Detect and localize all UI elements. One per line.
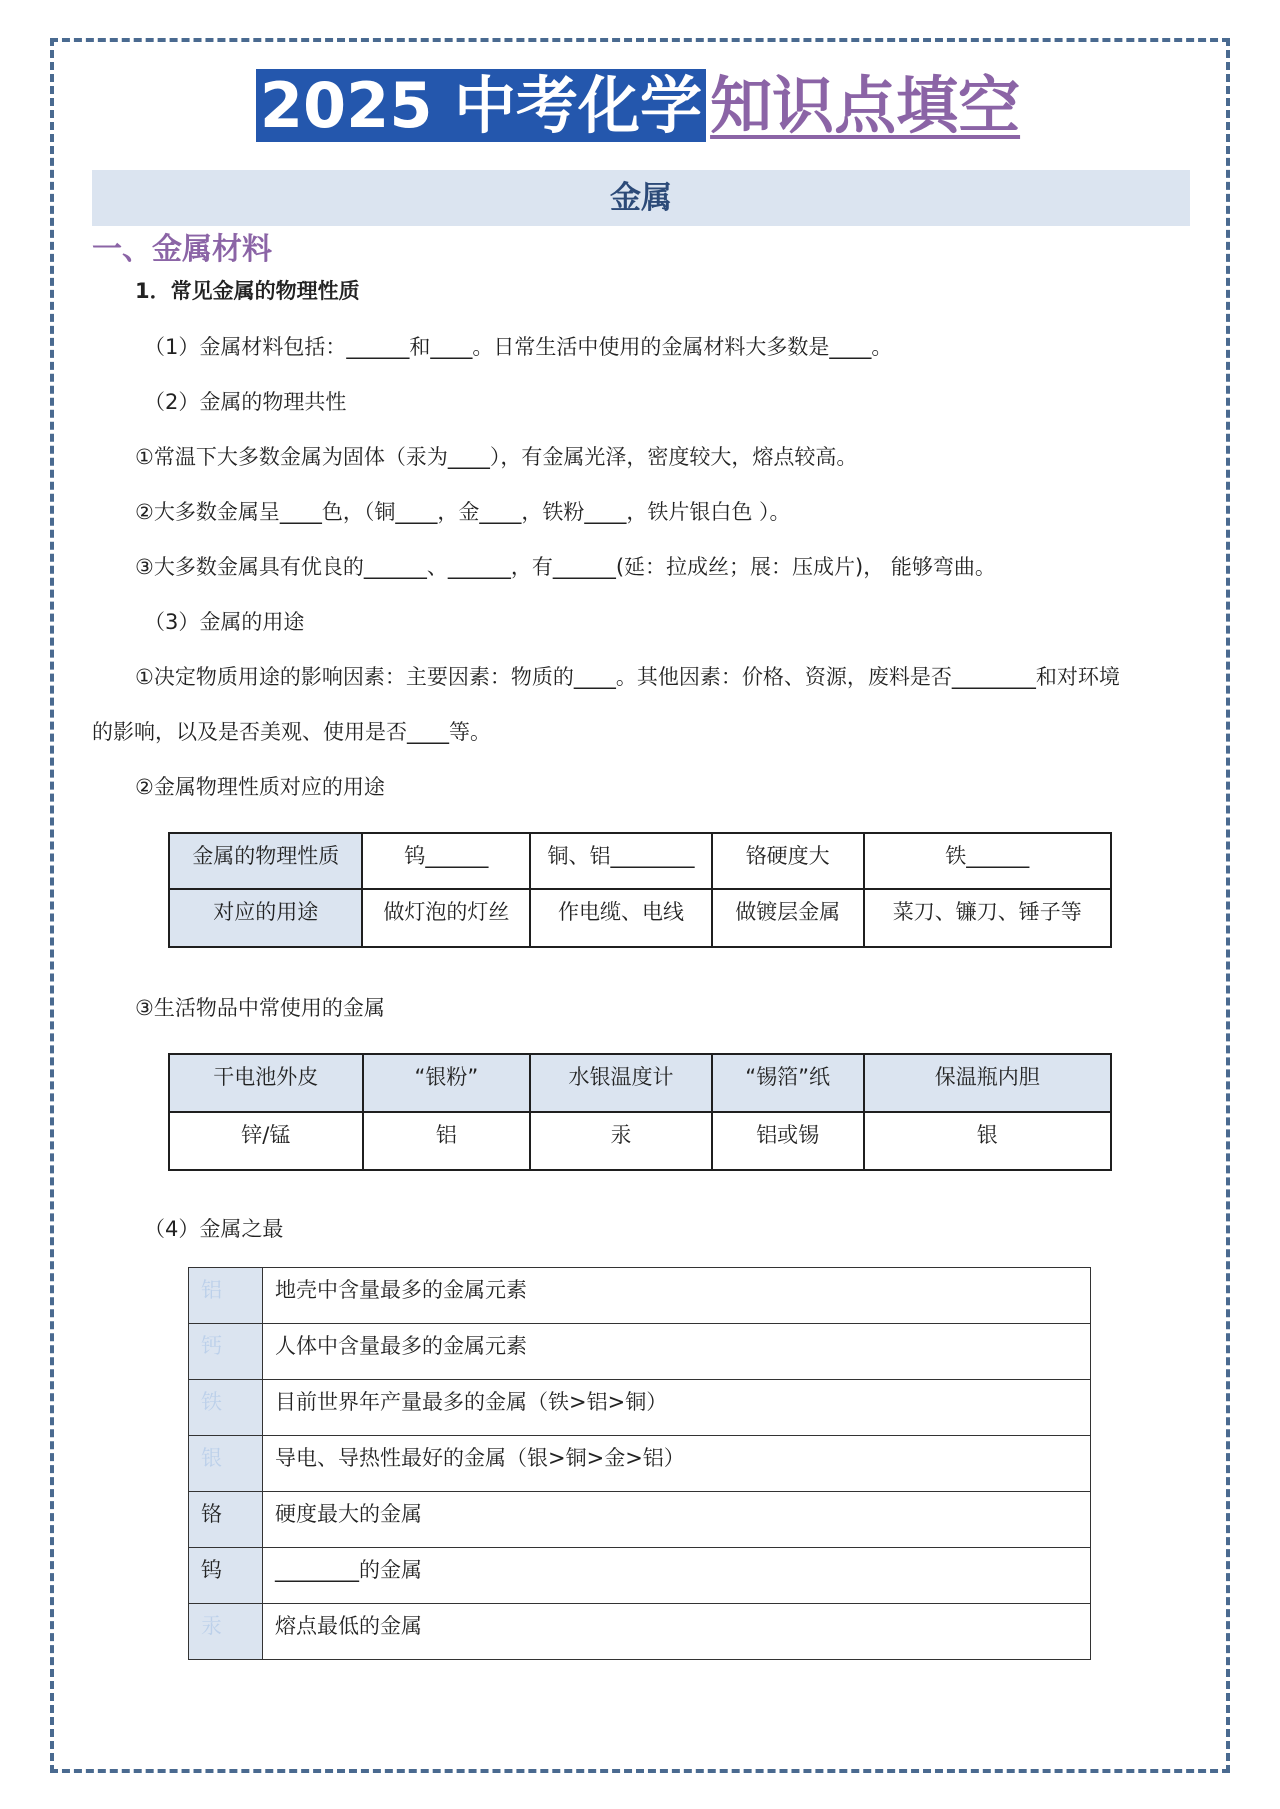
table-cell: 水银温度计	[530, 1054, 712, 1112]
page-title	[0, 58, 1280, 154]
topic-band: 金属	[92, 170, 1190, 226]
title-part1: 2025 中考化学	[256, 69, 706, 142]
metal-superlatives-table	[188, 1267, 1091, 1660]
table-row	[169, 889, 1111, 947]
metal-name: 钨	[189, 1548, 263, 1604]
table-cell: 钨______	[362, 833, 530, 889]
metal-description: 硬度最大的金属	[263, 1492, 1091, 1548]
table-row	[189, 1380, 1091, 1436]
table-row	[169, 1054, 1111, 1112]
metal-description: 熔点最低的金属	[263, 1604, 1091, 1660]
metal-name: 铁	[189, 1380, 263, 1436]
title-part2: 知识点填空	[710, 69, 1021, 142]
everyday-metals-table	[168, 1053, 1112, 1171]
table-cell: 铝	[363, 1112, 531, 1170]
metal-name: 铝	[189, 1268, 263, 1324]
table-cell: 金属的物理性质	[169, 833, 362, 889]
table-cell: 银	[864, 1112, 1111, 1170]
text-line: （2）金属的物理共性	[144, 390, 347, 414]
table-row	[169, 833, 1111, 889]
metal-description: 目前世界年产量最多的金属（铁>铝>铜）	[263, 1380, 1091, 1436]
table-cell: 铁______	[864, 833, 1112, 889]
text-line: （1）金属材料包括：______和____。日常生活中使用的金属材料大多数是____。	[144, 335, 893, 359]
text-line: ③生活物品中常使用的金属	[135, 996, 385, 1020]
text-line: ②大多数金属呈____色，（铜____，金____，铁粉____，铁片银白色 ）。	[135, 500, 791, 524]
subsection-heading: 1．常见金属的物理性质	[135, 279, 360, 303]
table-cell: 汞	[530, 1112, 712, 1170]
table-cell: 作电缆、电线	[530, 889, 712, 947]
table-row	[189, 1604, 1091, 1660]
table-cell: 铜、铝________	[530, 833, 712, 889]
metal-name: 钙	[189, 1324, 263, 1380]
table-cell: 铝或锡	[712, 1112, 864, 1170]
metal-name: 银	[189, 1436, 263, 1492]
text-line: （4）金属之最	[144, 1217, 284, 1241]
table-cell: 干电池外皮	[169, 1054, 363, 1112]
metal-description: ________的金属	[263, 1548, 1091, 1604]
table-cell: “银粉”	[363, 1054, 531, 1112]
metal-name: 汞	[189, 1604, 263, 1660]
text-line: ③大多数金属具有优良的______、______，有______(延：拉成丝；展：压成片)， 能够弯曲。	[135, 555, 996, 579]
table-cell: 做镀层金属	[712, 889, 864, 947]
properties-table	[168, 832, 1112, 948]
metal-description: 导电、导热性最好的金属（银>铜>金>铝）	[263, 1436, 1091, 1492]
text-line: ②金属物理性质对应的用途	[135, 775, 385, 799]
table-row	[189, 1492, 1091, 1548]
metal-name: 铬	[189, 1492, 263, 1548]
table-row	[189, 1548, 1091, 1604]
text-line: 的影响，以及是否美观、使用是否____等。	[92, 720, 491, 744]
table-row	[189, 1268, 1091, 1324]
metal-description: 人体中含量最多的金属元素	[263, 1324, 1091, 1380]
table-row	[189, 1436, 1091, 1492]
metal-description: 地壳中含量最多的金属元素	[263, 1268, 1091, 1324]
text-line: ①常温下大多数金属为固体（汞为____），有金属光泽，密度较大，熔点较高。	[135, 445, 858, 469]
section-heading: 一、金属材料	[92, 232, 272, 267]
table-cell: 做灯泡的灯丝	[362, 889, 530, 947]
table-cell: 对应的用途	[169, 889, 362, 947]
text-line: ①决定物质用途的影响因素：主要因素：物质的____。其他因素：价格、资源，废料是否________和对环境	[135, 665, 1120, 689]
table-row	[169, 1112, 1111, 1170]
table-cell: 铬硬度大	[712, 833, 864, 889]
table-row	[189, 1324, 1091, 1380]
table-cell: 锌/锰	[169, 1112, 363, 1170]
table-cell: “锡箔”纸	[712, 1054, 864, 1112]
text-line: （3）金属的用途	[144, 610, 305, 634]
table-cell: 保温瓶内胆	[864, 1054, 1111, 1112]
table-cell: 菜刀、镰刀、锤子等	[864, 889, 1112, 947]
